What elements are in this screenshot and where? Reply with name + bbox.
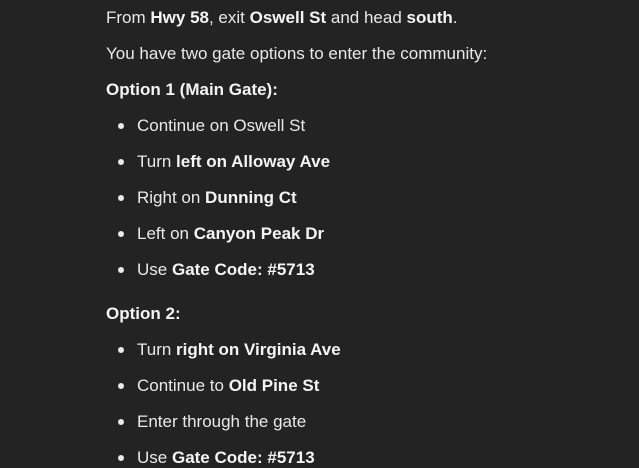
bullet-icon (118, 123, 124, 129)
intro-street: Oswell St (249, 8, 327, 27)
step-text: Turn left on Alloway Ave (137, 152, 331, 171)
intro-exit: , exit (208, 8, 250, 27)
step-text: Continue to Old Pine St (137, 376, 320, 395)
bullet-icon (118, 159, 124, 165)
step-text: Use Gate Code: #5713 (137, 260, 315, 279)
intro-head: and head (326, 8, 407, 27)
bullet-icon (118, 347, 124, 353)
step-text: Enter through the gate (137, 412, 307, 431)
intro-end: . (452, 8, 458, 27)
bullet-icon (118, 195, 124, 201)
bullet-icon (118, 419, 124, 425)
bullet-icon (118, 383, 124, 389)
option1-heading: Option 1 (Main Gate): (106, 80, 278, 99)
step-text: Right on Dunning Ct (137, 188, 297, 207)
step-text: Continue on Oswell St (137, 116, 306, 135)
bullet-icon (118, 267, 124, 273)
bullet-icon (118, 231, 124, 237)
gate-options-text: You have two gate options to enter the community: (106, 44, 488, 63)
intro-hwy: Hwy 58 (150, 8, 209, 27)
intro-from: From (106, 8, 151, 27)
intro-direction: south (406, 8, 453, 27)
step-text: Left on Canyon Peak Dr (137, 224, 325, 243)
bullet-icon (118, 455, 124, 461)
step-text: Use Gate Code: #5713 (137, 448, 315, 467)
option2-heading: Option 2: (106, 304, 181, 323)
step-text: Turn right on Virginia Ave (137, 340, 341, 359)
intro-line (106, 8, 458, 28)
